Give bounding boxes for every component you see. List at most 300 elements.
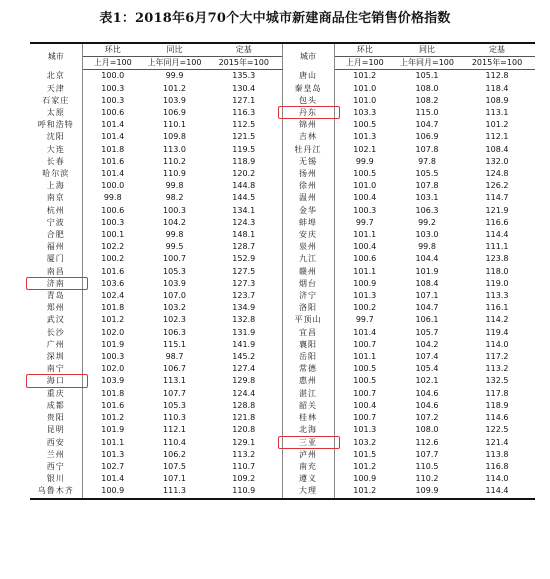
right-city-name: 韶关: [282, 400, 334, 412]
left-yoy-value: 110.3: [163, 413, 186, 423]
left-yoy-value: 103.9: [163, 278, 186, 288]
right-city-name: 岳阳: [282, 351, 334, 363]
left-yoy-value: 99.5: [165, 242, 184, 252]
right-mom-value: 101.1: [353, 352, 377, 362]
left-base-value: 131.9: [206, 327, 282, 339]
right-base-value: 114.2: [485, 315, 509, 325]
left-base-value: 118.9: [206, 156, 282, 168]
table-row: [30, 363, 535, 375]
right-mom-value: 101.1: [353, 230, 377, 240]
right-mom-value: 101.3: [353, 291, 377, 301]
header-city-right: 城市: [282, 43, 334, 70]
right-mom-value: 99.9: [355, 156, 374, 166]
left-city-name: 贵阳: [30, 412, 82, 424]
left-yoy-value: 100.7: [163, 254, 186, 264]
right-yoy-value: 112.6: [415, 437, 439, 447]
right-yoy-value: 104.6: [415, 400, 439, 410]
right-mom-value: 100.3: [353, 205, 377, 215]
left-city-name: 深圳: [30, 351, 82, 363]
table-row: [30, 302, 535, 314]
right-mom-value: 101.1: [353, 266, 377, 276]
right-city-name: 南充: [282, 461, 334, 473]
right-city-name: 济宁: [282, 290, 334, 302]
right-city-name: 洛阳: [282, 302, 334, 314]
right-mom-value: 100.5: [353, 120, 377, 130]
left-yoy-value: 105.3: [163, 400, 186, 410]
right-mom-value: 101.2: [353, 71, 377, 81]
left-mom-value: 101.8: [101, 144, 125, 154]
right-city-name: 泸州: [282, 449, 334, 461]
left-mom-value: 101.9: [101, 425, 125, 435]
left-yoy-value: 107.7: [163, 388, 186, 398]
left-mom-value: 100.3: [101, 83, 125, 93]
right-base-value: 121.9: [485, 205, 509, 215]
left-yoy-value: 101.2: [163, 83, 186, 93]
table-row: [30, 83, 535, 95]
header-base-sub-right: 2015年=100: [459, 57, 535, 70]
left-base-value: 121.8: [206, 412, 282, 424]
right-city-name: 丹东: [282, 107, 334, 119]
right-base-value: 113.1: [485, 108, 509, 118]
table-row: [30, 107, 535, 119]
left-yoy-value: 103.2: [163, 303, 186, 313]
right-yoy-value: 105.4: [415, 364, 439, 374]
right-mom-value: 101.0: [353, 83, 377, 93]
right-city-name: 常德: [282, 363, 334, 375]
right-base-value: 101.2: [485, 120, 509, 130]
left-base-value: 110.7: [206, 461, 282, 473]
right-mom-value: 100.4: [353, 400, 377, 410]
left-mom-value: 100.3: [101, 95, 125, 105]
left-city-name: 厦门: [30, 253, 82, 265]
left-yoy-value: 98.7: [165, 352, 184, 362]
left-yoy-value: 110.2: [163, 156, 186, 166]
left-mom-value: 103.6: [101, 278, 125, 288]
right-mom-value: 101.5: [353, 449, 377, 459]
header-city-left: 城市: [30, 43, 82, 70]
left-base-value: 124.4: [206, 388, 282, 400]
right-yoy-value: 103.1: [415, 193, 439, 203]
left-base-value: 127.5: [206, 266, 282, 278]
table-row: [30, 70, 535, 83]
right-city-name: 九江: [282, 253, 334, 265]
left-city-name: 重庆: [30, 388, 82, 400]
right-city-name: 蚌埠: [282, 217, 334, 229]
right-city-name: 扬州: [282, 168, 334, 180]
left-mom-value: 101.4: [101, 169, 125, 179]
right-city-name: 大理: [282, 485, 334, 498]
right-mom-value: 100.7: [353, 413, 377, 423]
right-yoy-value: 105.1: [415, 71, 439, 81]
right-mom-value: 101.2: [353, 461, 377, 471]
table-row: [30, 144, 535, 156]
left-yoy-value: 98.2: [165, 193, 184, 203]
right-mom-value: 99.7: [355, 315, 374, 325]
table-row: [30, 229, 535, 241]
right-base-value: 116.1: [485, 303, 509, 313]
table-row: [30, 437, 535, 449]
table-row: [30, 314, 535, 326]
left-base-value: 134.9: [206, 302, 282, 314]
table-row: [30, 290, 535, 302]
left-base-value: 110.9: [206, 485, 282, 498]
right-mom-value: 101.2: [334, 485, 395, 498]
right-mom-value: 100.5: [353, 169, 377, 179]
right-mom-value: 100.5: [353, 376, 377, 386]
left-city-name: 长沙: [30, 327, 82, 339]
table-row: [30, 278, 535, 290]
left-mom-value: 101.8: [101, 303, 125, 313]
right-base-value: 119.0: [485, 278, 509, 288]
header-yoy-sub-left: 上年同月=100: [143, 57, 206, 70]
left-mom-value: 101.3: [101, 449, 125, 459]
table-row: [30, 217, 535, 229]
right-city-name: 北海: [282, 424, 334, 436]
left-mom-value: 101.4: [101, 132, 125, 142]
right-yoy-value: 110.2: [415, 474, 439, 484]
left-yoy-value: 107.0: [163, 291, 186, 301]
right-yoy-value: 104.4: [415, 254, 439, 264]
left-yoy-value: 109.8: [163, 132, 186, 142]
right-city-name: 金华: [282, 205, 334, 217]
table-row: [30, 412, 535, 424]
left-mom-value: 101.4: [101, 474, 125, 484]
right-city-name: 吉林: [282, 131, 334, 143]
right-city-name: 桂林: [282, 412, 334, 424]
left-base-value: 144.5: [206, 192, 282, 204]
left-yoy-value: 113.0: [163, 144, 186, 154]
left-yoy-value: 99.8: [165, 181, 184, 191]
right-city-name: 徐州: [282, 180, 334, 192]
left-yoy-value: 106.3: [163, 327, 186, 337]
left-base-value: 112.5: [206, 119, 282, 131]
right-base-value: 116.8: [485, 461, 509, 471]
left-mom-value: 100.2: [101, 254, 125, 264]
left-city-name: 杭州: [30, 205, 82, 217]
right-yoy-value: 110.5: [415, 461, 439, 471]
left-city-name: 福州: [30, 241, 82, 253]
right-base-value: 118.4: [485, 83, 509, 93]
table-row: [30, 253, 535, 265]
right-mom-value: 102.1: [353, 144, 377, 154]
left-city-name: 西安: [30, 437, 82, 449]
table-row: [30, 473, 535, 485]
header-mom-left: 环比: [82, 43, 143, 57]
left-mom-value: 100.0: [101, 71, 125, 81]
right-city-name: 温州: [282, 192, 334, 204]
left-base-value: 148.1: [206, 229, 282, 241]
right-yoy-value: 103.0: [415, 230, 439, 240]
left-city-name: 上海: [30, 180, 82, 192]
left-base-value: 129.1: [206, 437, 282, 449]
table-row: [30, 351, 535, 363]
left-yoy-value: 99.9: [165, 71, 184, 81]
right-yoy-value: 107.2: [415, 413, 439, 423]
right-base-value: 119.4: [485, 327, 509, 337]
left-yoy-value: 107.5: [163, 461, 186, 471]
right-mom-value: 100.9: [353, 278, 377, 288]
left-yoy-value: 105.3: [163, 266, 186, 276]
left-yoy-value: 115.1: [163, 339, 186, 349]
table-row: [30, 180, 535, 192]
right-city-name: 安庆: [282, 229, 334, 241]
table-row: [30, 400, 535, 412]
table-body: [30, 70, 535, 499]
left-base-value: 141.9: [206, 339, 282, 351]
table-row: [30, 424, 535, 436]
left-mom-value: 102.7: [101, 461, 125, 471]
right-base-value: 118.0: [485, 266, 509, 276]
table-row: [30, 241, 535, 253]
right-base-value: 122.5: [485, 425, 509, 435]
left-yoy-value: 102.3: [163, 315, 186, 325]
left-base-value: 127.4: [206, 363, 282, 375]
right-city-name: 遵义: [282, 473, 334, 485]
left-base-value: 145.2: [206, 351, 282, 363]
header-base-left: 定基: [206, 43, 282, 57]
right-mom-value: 100.7: [353, 339, 377, 349]
left-city-name: 大连: [30, 144, 82, 156]
right-yoy-value: 101.9: [415, 266, 439, 276]
right-mom-value: 100.2: [353, 303, 377, 313]
left-city-name: 北京: [30, 70, 82, 83]
left-city-name: 西宁: [30, 461, 82, 473]
right-city-name: 唐山: [282, 70, 334, 83]
right-mom-value: 101.4: [353, 327, 377, 337]
right-yoy-value: 108.0: [415, 83, 439, 93]
right-yoy-value: 107.8: [415, 144, 439, 154]
left-mom-value: 100.6: [101, 108, 125, 118]
left-city-name: 南昌: [30, 266, 82, 278]
table-row: [30, 192, 535, 204]
right-mom-value: 100.4: [353, 242, 377, 252]
right-city-name: 包头: [282, 95, 334, 107]
left-mom-value: 101.4: [101, 120, 125, 130]
right-city-name: 襄阳: [282, 339, 334, 351]
table-title: 表1：2018年6月70个大中城市新建商品住宅销售价格指数: [99, 11, 451, 26]
left-base-value: 121.5: [206, 131, 282, 143]
table-row: [30, 388, 535, 400]
left-base-value: 116.3: [206, 107, 282, 119]
header-yoy-left: 同比: [143, 43, 206, 57]
left-base-value: 135.3: [206, 70, 282, 83]
left-city-name: 南宁: [30, 363, 82, 375]
left-mom-value: 101.2: [101, 413, 125, 423]
right-yoy-value: 106.1: [415, 315, 439, 325]
left-mom-value: 101.6: [101, 156, 125, 166]
table-row: [30, 95, 535, 107]
right-yoy-value: 104.6: [415, 388, 439, 398]
left-city-name: 沈阳: [30, 131, 82, 143]
left-mom-value: 103.9: [101, 376, 125, 386]
left-yoy-value: 103.9: [163, 95, 186, 105]
left-city-name: 郑州: [30, 302, 82, 314]
header-mom-sub-right: 上月=100: [334, 57, 395, 70]
left-mom-value: 102.4: [101, 291, 125, 301]
right-base-value: 124.8: [485, 169, 509, 179]
left-base-value: 128.7: [206, 241, 282, 253]
left-city-name: 南京: [30, 192, 82, 204]
right-city-name: 泉州: [282, 241, 334, 253]
table-row: [30, 205, 535, 217]
left-mom-value: 102.2: [101, 242, 125, 252]
left-base-value: 129.8: [206, 375, 282, 387]
left-base-value: 124.3: [206, 217, 282, 229]
right-city-name: 三亚: [282, 437, 334, 449]
left-yoy-value: 110.1: [163, 120, 186, 130]
left-base-value: 120.8: [206, 424, 282, 436]
left-city-name: 乌鲁木齐: [30, 485, 82, 498]
right-base-value: 114.4: [485, 230, 509, 240]
left-yoy-value: 106.2: [163, 449, 186, 459]
right-mom-value: 99.7: [355, 217, 374, 227]
right-city-name: 烟台: [282, 278, 334, 290]
left-base-value: 109.2: [206, 473, 282, 485]
table-row: [30, 168, 535, 180]
left-city-name: 合肥: [30, 229, 82, 241]
right-yoy-value: 104.7: [415, 303, 439, 313]
left-mom-value: 101.1: [101, 437, 125, 447]
right-yoy-value: 115.0: [415, 108, 439, 118]
left-yoy-value: 111.3: [143, 485, 206, 498]
right-mom-value: 103.3: [353, 108, 377, 118]
right-city-name: 赣州: [282, 266, 334, 278]
right-base-value: 117.8: [485, 388, 509, 398]
right-mom-value: 100.5: [353, 364, 377, 374]
left-yoy-value: 100.3: [163, 205, 186, 215]
left-base-value: 152.9: [206, 253, 282, 265]
table-row: [30, 131, 535, 143]
left-city-name: 哈尔滨: [30, 168, 82, 180]
left-yoy-value: 110.4: [163, 437, 186, 447]
left-mom-value: 100.3: [101, 352, 125, 362]
table-row: [30, 327, 535, 339]
right-mom-value: 101.0: [353, 181, 377, 191]
right-city-name: 锦州: [282, 119, 334, 131]
right-yoy-value: 97.8: [418, 156, 436, 166]
left-city-name: 海口: [30, 375, 82, 387]
left-base-value: 128.8: [206, 400, 282, 412]
left-mom-value: 101.6: [101, 400, 125, 410]
left-base-value: 130.4: [206, 83, 282, 95]
right-yoy-value: 102.1: [415, 376, 439, 386]
right-city-name: 秦皇岛: [282, 83, 334, 95]
right-base-value: 132.0: [485, 156, 509, 166]
header-base-right: 定基: [459, 43, 535, 57]
left-mom-value: 100.9: [82, 485, 143, 498]
left-mom-value: 100.3: [101, 217, 125, 227]
right-yoy-value: 106.3: [415, 205, 439, 215]
left-yoy-value: 112.1: [163, 425, 186, 435]
left-base-value: 120.2: [206, 168, 282, 180]
right-base-value: 123.8: [485, 254, 509, 264]
left-base-value: 127.1: [206, 95, 282, 107]
left-city-name: 呼和浩特: [30, 119, 82, 131]
right-city-name: 平顶山: [282, 314, 334, 326]
left-base-value: 132.8: [206, 314, 282, 326]
header-base-sub-left: 2015年=100: [206, 57, 282, 70]
left-city-name: 武汉: [30, 314, 82, 326]
left-yoy-value: 106.9: [163, 108, 186, 118]
left-yoy-value: 107.1: [163, 474, 186, 484]
right-yoy-value: 105.7: [415, 327, 439, 337]
header-yoy-sub-right: 上年同月=100: [395, 57, 459, 70]
right-yoy-value: 99.8: [418, 242, 436, 252]
left-city-name: 天津: [30, 83, 82, 95]
left-mom-value: 100.0: [101, 181, 125, 191]
right-base-value: 114.0: [485, 339, 509, 349]
right-yoy-value: 107.8: [415, 181, 439, 191]
left-yoy-value: 110.9: [163, 169, 186, 179]
right-yoy-value: 105.5: [415, 169, 439, 179]
left-city-name: 长春: [30, 156, 82, 168]
right-yoy-value: 108.4: [415, 278, 439, 288]
header-mom-sub-left: 上月=100: [82, 57, 143, 70]
left-city-name: 成都: [30, 400, 82, 412]
right-base-value: 108.9: [485, 95, 509, 105]
header-mom-right: 环比: [334, 43, 395, 57]
left-mom-value: 100.1: [101, 230, 125, 240]
right-base-value: 113.3: [485, 291, 509, 301]
right-mom-value: 100.7: [353, 388, 377, 398]
right-yoy-value: 108.2: [415, 95, 439, 105]
left-base-value: 119.5: [206, 144, 282, 156]
price-index-table: [30, 42, 535, 500]
right-base-value: 114.6: [485, 413, 509, 423]
right-city-name: 湛江: [282, 388, 334, 400]
table-row: [30, 156, 535, 168]
right-yoy-value: 109.9: [395, 485, 459, 498]
right-base-value: 116.6: [485, 217, 509, 227]
header-yoy-right: 同比: [395, 43, 459, 57]
right-mom-value: 101.3: [353, 425, 377, 435]
right-base-value: 112.8: [485, 71, 509, 81]
right-yoy-value: 104.7: [415, 120, 439, 130]
left-city-name: 青岛: [30, 290, 82, 302]
left-base-value: 127.3: [206, 278, 282, 290]
left-city-name: 昆明: [30, 424, 82, 436]
right-yoy-value: 107.7: [415, 449, 439, 459]
table-row: [30, 266, 535, 278]
table-row: [30, 461, 535, 473]
left-mom-value: 101.2: [101, 315, 125, 325]
right-base-value: 117.2: [485, 352, 509, 362]
left-mom-value: 99.8: [103, 193, 122, 203]
right-base-value: 126.2: [485, 181, 509, 191]
left-base-value: 113.2: [206, 449, 282, 461]
left-base-value: 123.7: [206, 290, 282, 302]
right-mom-value: 101.3: [353, 132, 377, 142]
header-row-top: [30, 43, 535, 57]
right-mom-value: 100.4: [353, 193, 377, 203]
table-row: [30, 375, 535, 387]
right-city-name: 牡丹江: [282, 144, 334, 156]
left-yoy-value: 104.2: [163, 217, 186, 227]
left-yoy-value: 106.7: [163, 364, 186, 374]
right-mom-value: 103.2: [353, 437, 377, 447]
right-yoy-value: 108.0: [415, 425, 439, 435]
left-city-name: 济南: [30, 278, 82, 290]
right-yoy-value: 107.1: [415, 291, 439, 301]
right-base-value: 114.4: [459, 485, 535, 498]
right-mom-value: 100.9: [353, 474, 377, 484]
right-yoy-value: 99.2: [418, 217, 436, 227]
right-base-value: 132.5: [485, 376, 509, 386]
left-city-name: 石家庄: [30, 95, 82, 107]
right-yoy-value: 106.9: [415, 132, 439, 142]
right-base-value: 108.4: [485, 144, 509, 154]
table-row: [30, 119, 535, 131]
